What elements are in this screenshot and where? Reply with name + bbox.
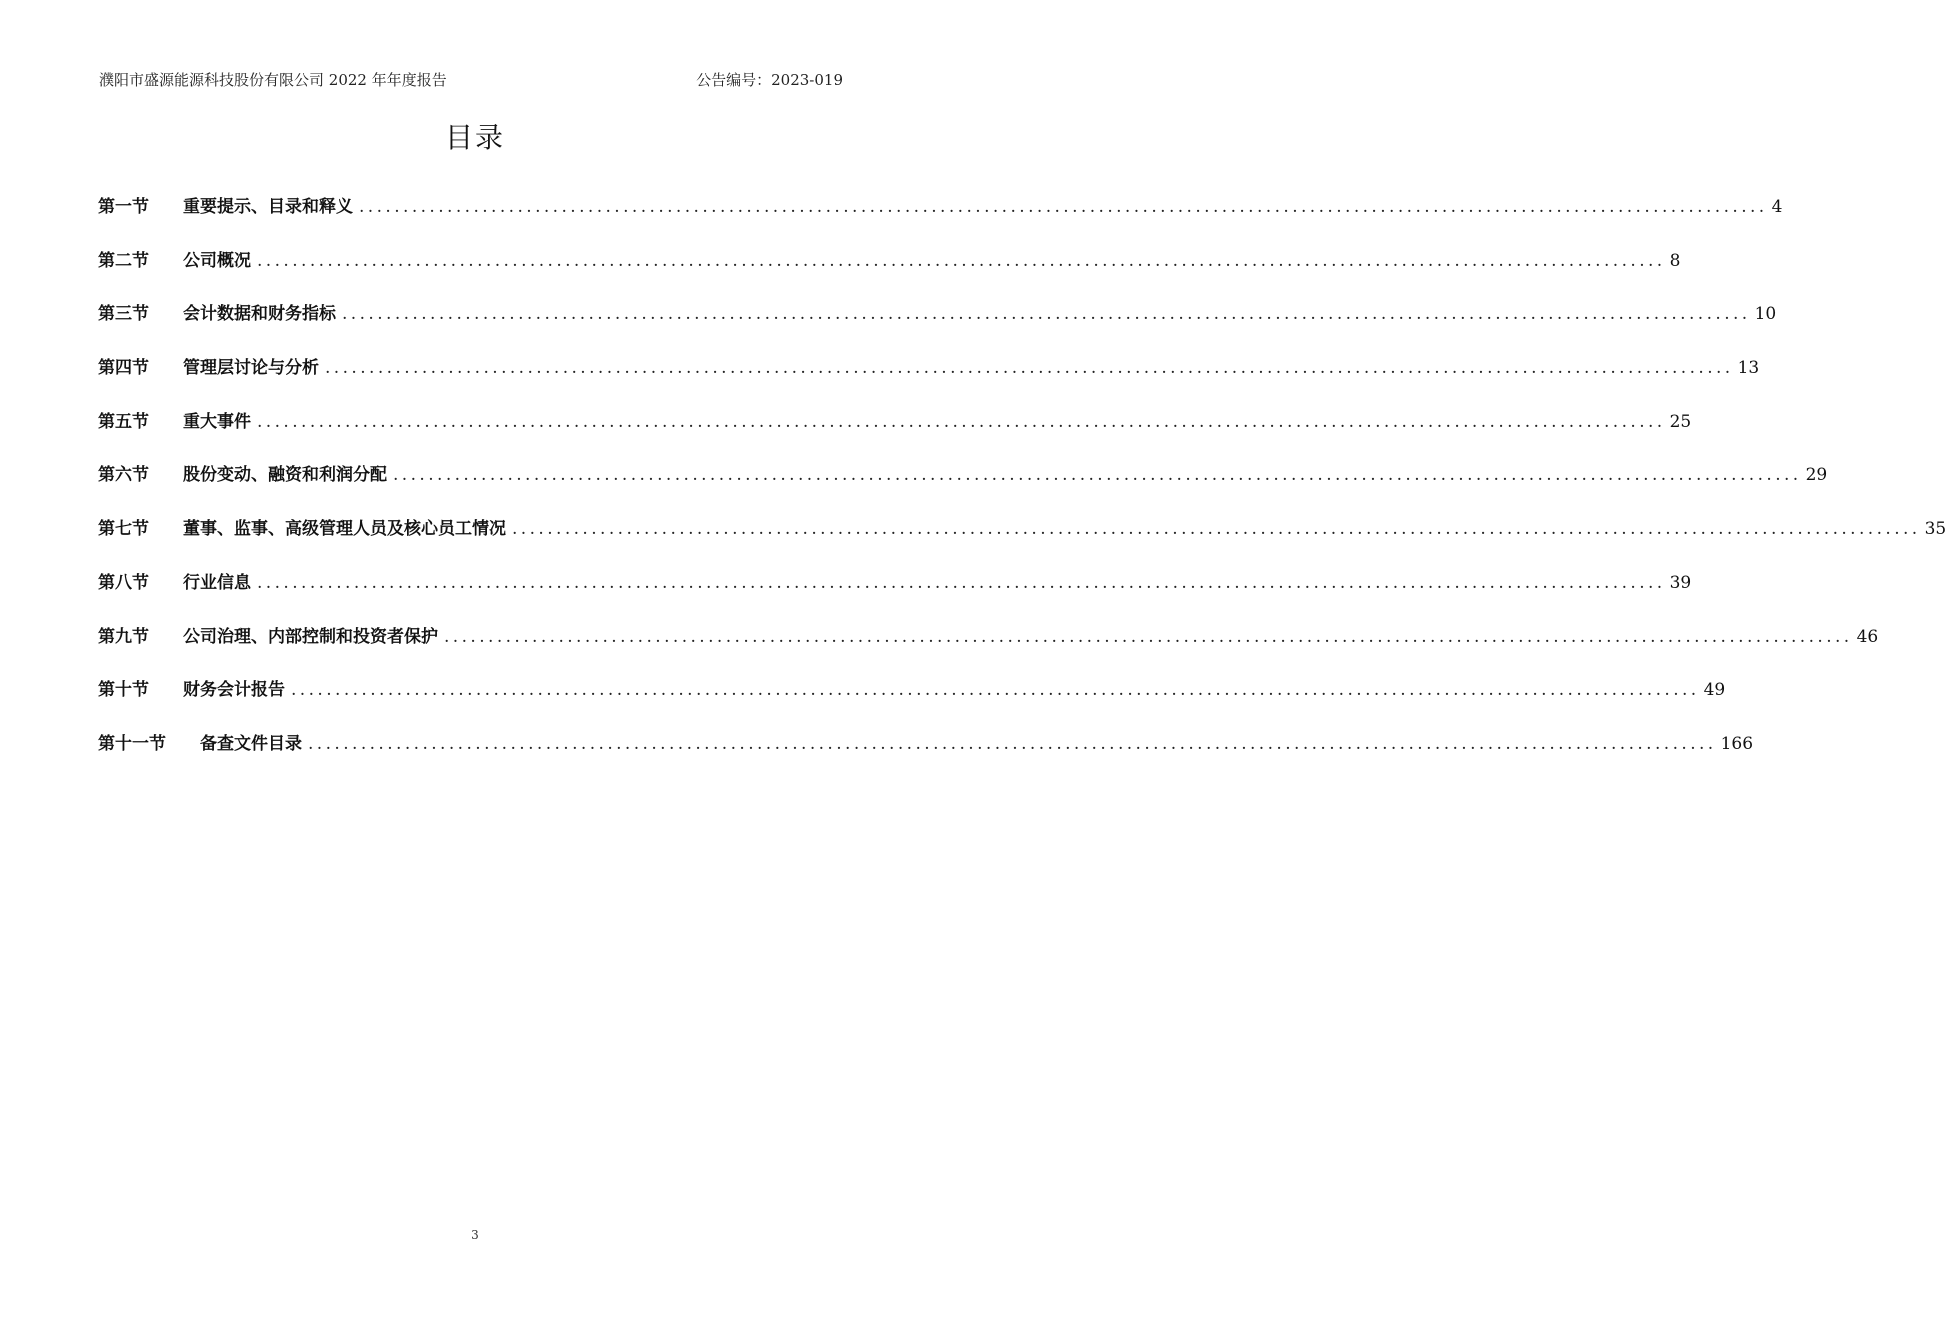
- announcement-number: 公告编号：2023-019: [696, 71, 843, 89]
- toc-page-number: 10: [1754, 304, 1777, 325]
- toc-section-label: 第二节: [98, 250, 149, 271]
- page-header: [99, 68, 843, 92]
- toc-entry-title: 股份变动、融资和利润分配: [183, 465, 387, 486]
- toc-page-number: 25: [1669, 411, 1692, 432]
- toc-section-label: 第七节: [98, 519, 149, 540]
- page-title: 目录: [444, 121, 505, 154]
- toc-section-label: 第八节: [98, 572, 149, 593]
- toc-page-number: 39: [1669, 572, 1692, 593]
- toc-entry-9[interactable]: [98, 622, 1879, 676]
- page-number: 3: [471, 1228, 479, 1242]
- toc-page-number: 13: [1737, 358, 1760, 379]
- toc-entry-5[interactable]: [98, 407, 1692, 461]
- toc-section-label: 第九节: [98, 626, 149, 647]
- toc-section-label: 第十节: [98, 680, 149, 701]
- toc-section-label: 第四节: [98, 358, 149, 379]
- toc-entry-title: 管理层讨论与分析: [183, 358, 319, 379]
- toc-entry-7[interactable]: [98, 514, 1946, 568]
- table-of-contents: [98, 192, 1946, 783]
- toc-entry-1[interactable]: [98, 192, 1783, 246]
- toc-section-label: 第三节: [98, 304, 149, 325]
- toc-dot-leader: ................................................................................................................................................................: [512, 519, 1921, 540]
- toc-entry-title: 行业信息: [183, 572, 251, 593]
- toc-dot-leader: ................................................................................................................................................................: [325, 358, 1734, 379]
- toc-page-number: 4: [1771, 197, 1783, 217]
- toc-entry-title: 董事、监事、高级管理人员及核心员工情况: [183, 519, 506, 540]
- toc-page-number: 29: [1805, 465, 1828, 486]
- toc-dot-leader: ................................................................................................................................................................: [257, 250, 1666, 271]
- toc-section-label: 第六节: [98, 465, 149, 486]
- toc-section-label: 第五节: [98, 411, 149, 432]
- toc-dot-leader: ................................................................................................................................................................: [342, 304, 1751, 325]
- toc-entry-title: 公司概况: [183, 250, 251, 271]
- toc-entry-4[interactable]: [98, 353, 1760, 407]
- toc-entry-title: 备查文件目录: [200, 733, 302, 754]
- toc-page-number: 166: [1720, 733, 1754, 754]
- toc-entry-11[interactable]: [98, 729, 1754, 783]
- toc-entry-10[interactable]: [98, 675, 1726, 729]
- toc-entry-title: 公司治理、内部控制和投资者保护: [183, 626, 438, 647]
- toc-page-number: 35: [1924, 519, 1946, 540]
- toc-dot-leader: ................................................................................................................................................................: [291, 680, 1700, 701]
- toc-dot-leader: ................................................................................................................................................................: [444, 626, 1853, 647]
- toc-section-label: 第一节: [98, 197, 149, 217]
- toc-entry-8[interactable]: [98, 568, 1692, 622]
- toc-entry-title: 财务会计报告: [183, 680, 285, 701]
- toc-entry-2[interactable]: [98, 246, 1681, 300]
- toc-entry-title: 重要提示、目录和释义: [183, 197, 353, 217]
- toc-dot-leader: ................................................................................................................................................................: [308, 733, 1717, 754]
- toc-dot-leader: ................................................................................................................................................................: [393, 465, 1802, 486]
- toc-entry-3[interactable]: [98, 299, 1777, 353]
- toc-dot-leader: ................................................................................................................................................................: [257, 411, 1666, 432]
- toc-entry-title: 会计数据和财务指标: [183, 304, 336, 325]
- toc-entry-title: 重大事件: [183, 411, 251, 432]
- toc-dot-leader: ................................................................................................................................................................: [359, 197, 1768, 217]
- report-title-header: 濮阳市盛源能源科技股份有限公司 2022 年年度报告: [99, 71, 447, 89]
- toc-page-number: 49: [1703, 680, 1726, 701]
- toc-page-number: 46: [1856, 626, 1879, 647]
- toc-page-number: 8: [1669, 250, 1681, 271]
- toc-entry-6[interactable]: [98, 460, 1828, 514]
- toc-dot-leader: ................................................................................................................................................................: [257, 572, 1666, 593]
- toc-section-label: 第十一节: [98, 733, 166, 754]
